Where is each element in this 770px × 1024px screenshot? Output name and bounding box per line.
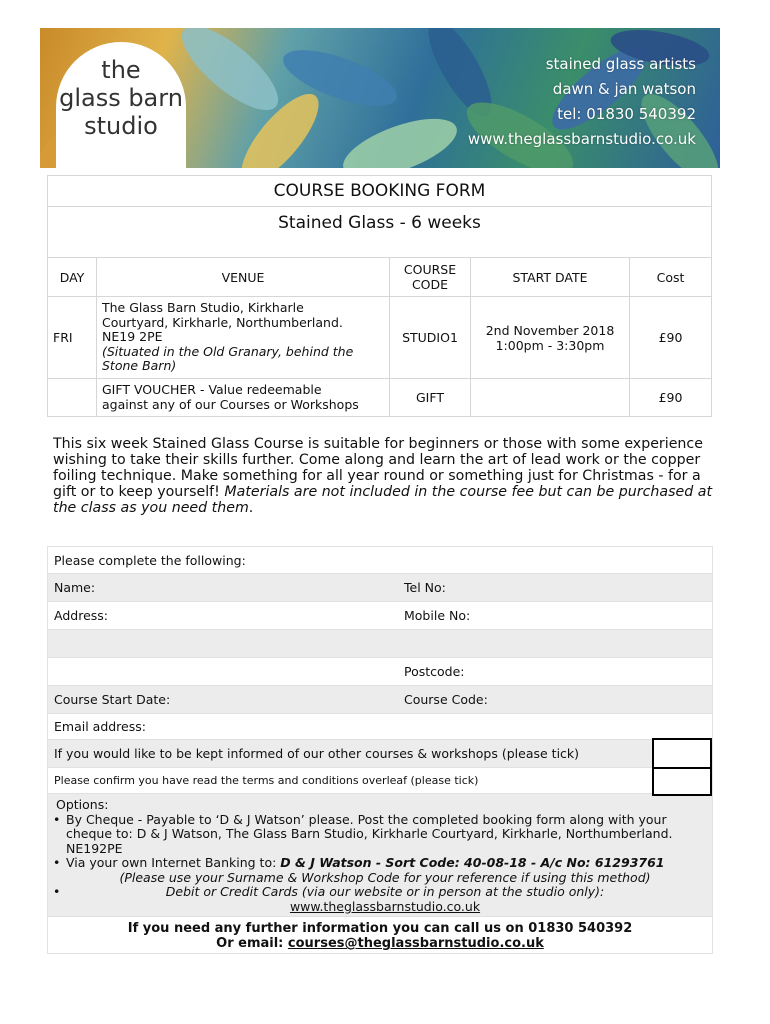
row1-start-date-line-1: 2nd November 2018 <box>485 322 615 338</box>
description-materials-note: Materials are not included in the course fee but can be purchased at the class as you need them <box>53 484 713 516</box>
cheque-line-1: By Cheque - Payable to ‘D & J Watson’ please. Post the completed booking form along with your <box>66 811 667 827</box>
row2-start-date <box>471 379 630 417</box>
row1-venue-line-2: Courtyard, Kirkharle, Northumberland. <box>102 314 343 330</box>
row1-venue-line-3: NE19 2PE <box>102 329 163 345</box>
card-line: Debit or Credit Cards (via our website or in person at the studio only): <box>165 884 605 899</box>
form-subtitle: Stained Glass - 6 weeks <box>48 207 712 258</box>
address-postcode-row <box>47 658 713 686</box>
options-heading: Options: <box>56 797 109 812</box>
row1-venue <box>97 297 390 379</box>
row2-venue-line-2: against any of our Courses or Workshops <box>102 396 359 412</box>
mobile-label: Mobile No: <box>404 608 471 623</box>
payment-options <box>47 794 713 917</box>
course-code-field[interactable] <box>398 686 704 713</box>
address-field[interactable] <box>48 602 394 629</box>
studio-tagline: stained glass artists <box>545 55 696 73</box>
confirm-terms-checkbox[interactable] <box>652 767 712 796</box>
keep-informed-row <box>47 740 713 768</box>
header-course-code-line-2: CODE <box>411 277 449 292</box>
address-line-2-field[interactable] <box>47 630 713 658</box>
email-field[interactable] <box>48 714 694 739</box>
bank-details: D & J Watson - Sort Code: 40-08-18 - A/c No: 61293761 <box>280 855 665 870</box>
studio-phone: tel: 01830 540392 <box>557 105 696 123</box>
mobile-field[interactable] <box>398 602 704 629</box>
course-start-date-field[interactable] <box>48 686 394 713</box>
header-start-date: START DATE <box>471 258 630 297</box>
tel-field[interactable] <box>398 574 704 601</box>
name-field[interactable] <box>48 574 394 601</box>
form-title: COURSE BOOKING FORM <box>48 176 712 207</box>
logo-text-line-1: the <box>101 56 141 84</box>
cheque-option <box>53 811 704 857</box>
course-start-date-label: Course Start Date: <box>54 692 171 707</box>
row2-day <box>48 379 97 417</box>
course-table <box>47 175 712 417</box>
bullet: • <box>53 811 61 827</box>
further-info-email-line <box>48 936 712 951</box>
header-day: DAY <box>48 258 97 297</box>
row1-venue-line-1: The Glass Barn Studio, Kirkharle <box>102 300 304 316</box>
header-banner <box>40 28 720 168</box>
card-option <box>53 884 704 914</box>
postcode-field[interactable] <box>398 658 704 685</box>
studio-contact-info <box>468 52 696 152</box>
row1-start-date <box>471 297 630 379</box>
header-course-code <box>390 258 471 297</box>
bank-reference-note: (Please use your Surname & Workshop Code for your reference if using this method) <box>119 869 651 885</box>
keep-informed-checkbox[interactable] <box>652 738 712 769</box>
row1-course-code: STUDIO1 <box>390 297 471 379</box>
table-row <box>48 379 712 417</box>
booking-intro: Please complete the following: <box>54 552 246 568</box>
bank-prefix: Via your own Internet Banking to: <box>66 855 281 870</box>
logo-text-line-2: glass barn <box>59 84 183 112</box>
bullet: • <box>53 855 61 870</box>
description-end: . <box>248 500 254 516</box>
confirm-terms-label: Please confirm you have read the terms and conditions overleaf (please tick) <box>54 774 479 787</box>
row1-venue-note-line-1: (Situated in the Old Granary, behind the <box>102 343 354 359</box>
postcode-label: Postcode: <box>404 664 465 679</box>
row1-day: FRI <box>48 297 97 379</box>
studio-logo <box>56 42 186 168</box>
address-mobile-row <box>47 602 713 630</box>
row2-cost: £90 <box>630 379 712 417</box>
row1-venue-note-line-2: Stone Barn) <box>102 358 177 374</box>
booking-form <box>47 546 713 954</box>
email-row <box>47 714 713 740</box>
keep-informed-label: If you would like to be kept informed of our other courses & workshops (please tick) <box>54 746 580 761</box>
name-label: Name: <box>54 580 96 595</box>
cheque-line-3: NE192PE <box>66 840 123 856</box>
cheque-line-2: cheque to: D & J Watson, The Glass Barn Studio, Kirkharle Courtyard, Kirkharle, Northumberland. <box>66 826 673 841</box>
confirm-terms-row <box>47 768 713 794</box>
email-label: Email address: <box>54 719 146 734</box>
email-link[interactable]: courses@theglassbarnstudio.co.uk <box>287 936 544 951</box>
studio-owners: dawn & jan watson <box>552 80 696 98</box>
row1-start-date-line-2: 1:00pm - 3:30pm <box>495 337 605 353</box>
address-line-3-field[interactable] <box>48 658 394 685</box>
tel-label: Tel No: <box>404 580 446 595</box>
email-prefix: Or email: <box>216 936 288 951</box>
form-subtitle-row <box>48 207 712 258</box>
description-text: This six week Stained Glass Course is suitable for beginners or those with some experience wishing to take their skills further. Come along and learn the art of lead work or the copper foiling technique. Make something for all year round or something just for Christmas - for a gift or to keep yourself! <box>53 436 703 500</box>
course-details-row <box>47 686 713 714</box>
table-header-row <box>48 258 712 297</box>
course-code-label: Course Code: <box>404 692 488 707</box>
table-row <box>48 297 712 379</box>
form-title-row <box>48 176 712 207</box>
bank-transfer-option <box>53 855 704 885</box>
row2-venue-line-1: GIFT VOUCHER - Value redeemable <box>102 382 322 397</box>
row2-venue <box>97 379 390 417</box>
logo-text-line-3: studio <box>84 112 158 140</box>
header-cost: Cost <box>630 258 712 297</box>
card-website-link[interactable]: www.theglassbarnstudio.co.uk <box>289 898 481 914</box>
row2-course-code: GIFT <box>390 379 471 417</box>
booking-intro-row <box>47 546 713 574</box>
further-info-phone: If you need any further information you can call us on 01830 540392 <box>127 921 633 936</box>
name-tel-row <box>47 574 713 602</box>
address-label: Address: <box>54 608 108 623</box>
course-description <box>53 436 715 516</box>
header-venue: VENUE <box>97 258 390 297</box>
further-info <box>47 917 713 954</box>
row1-cost: £90 <box>630 297 712 379</box>
header-course-code-line-1: COURSE <box>403 262 457 277</box>
studio-website: www.theglassbarnstudio.co.uk <box>467 130 696 148</box>
bullet: • <box>53 884 61 899</box>
